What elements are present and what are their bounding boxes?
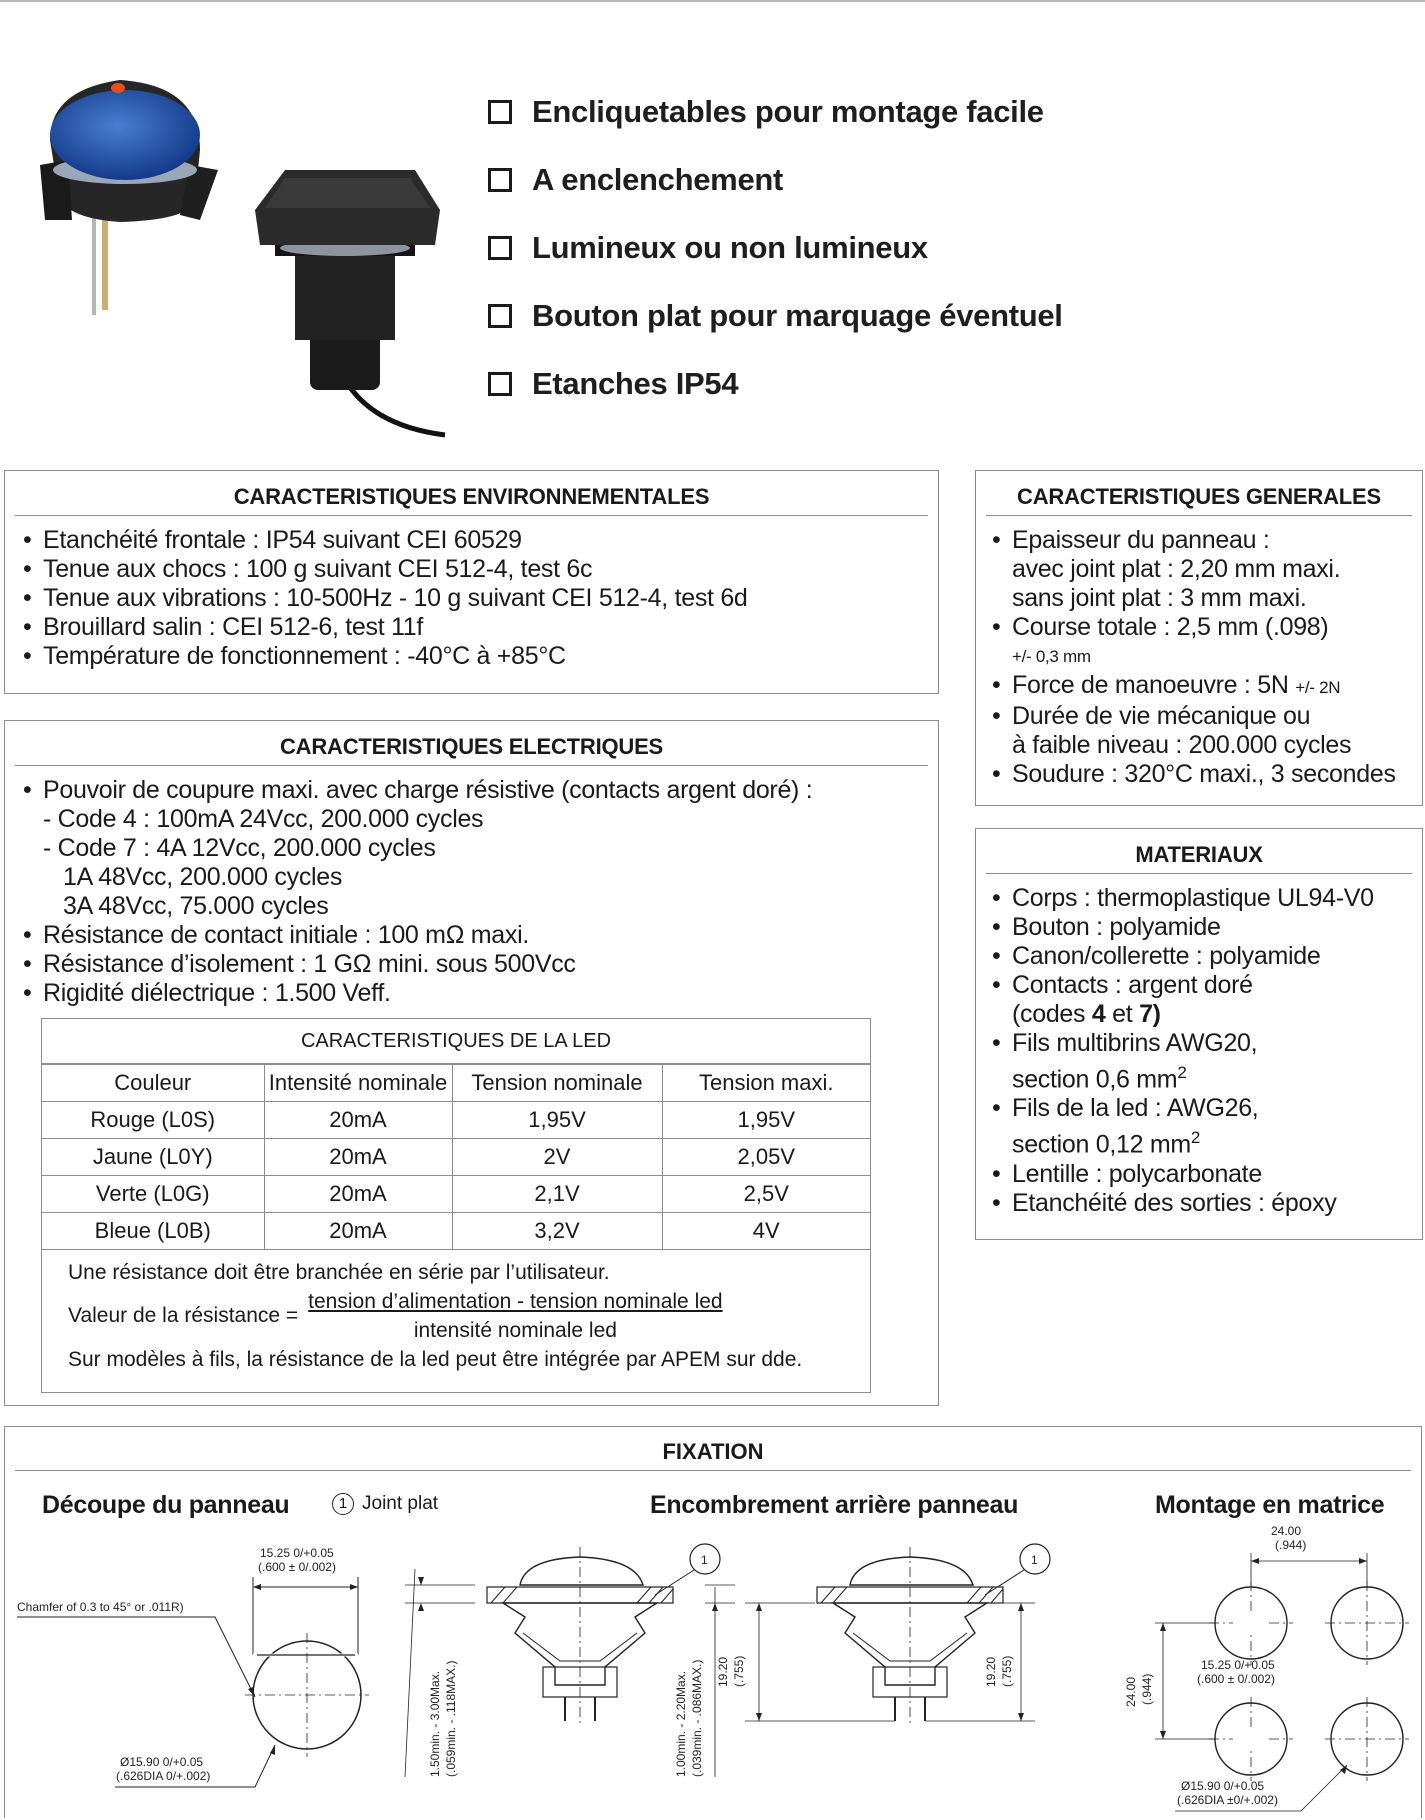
section-value: section 0,12 mm	[1012, 1130, 1191, 1159]
dim-rear-depth-in: (.755)	[732, 1655, 746, 1687]
env-specs-title: CARACTERISTIQUES ENVIRONNEMENTALES	[15, 471, 928, 516]
feature-item	[488, 146, 1063, 214]
product-photo-round-button	[40, 70, 220, 320]
force-tolerance: +/- 2N	[1295, 678, 1341, 697]
elec-specs-title: CARACTERISTIQUES ELECTRIQUES	[15, 721, 928, 766]
flat-gasket-legend	[332, 1493, 438, 1515]
general-spec-item	[1012, 671, 1422, 702]
dim-cutout-dia: Ø15.90 0/+0.05	[120, 1755, 204, 1769]
section-value: section 0,6 mm	[1012, 1065, 1178, 1094]
table-cell: Verte (L0G)	[42, 1176, 264, 1213]
code-7: 7)	[1139, 1000, 1161, 1028]
table-cell: 20mA	[264, 1139, 452, 1176]
env-specs-box	[4, 470, 939, 694]
feature-list	[488, 78, 1063, 418]
elec-spec-item: • Résistance de contact initiale : 100 mΩ maxi.	[43, 921, 938, 950]
callout-number-icon: 1	[332, 1493, 354, 1515]
table-cell: 4V	[662, 1213, 870, 1250]
led-table	[42, 1064, 870, 1250]
checkbox-icon	[488, 168, 512, 192]
table-cell: 20mA	[264, 1176, 452, 1213]
table-cell: Rouge (L0S)	[42, 1102, 264, 1139]
general-specs-title: CARACTERISTIQUES GENERALES	[986, 471, 1412, 516]
flat-gasket-label: Joint plat	[362, 1493, 439, 1514]
feature-label: Encliquetables pour montage facile	[532, 94, 1044, 129]
formula-denominator: intensité nominale led	[413, 1319, 617, 1342]
matrix-mounting-heading: Montage en matrice	[1155, 1491, 1385, 1519]
dim-panel-thickness-gasket: 1.00min. - 2.20Max.	[674, 1670, 688, 1777]
feature-item	[488, 214, 1063, 282]
material-item: • Fils de la led : AWG26,	[1012, 1094, 1422, 1123]
material-subitem	[1012, 1123, 1422, 1159]
table-row	[42, 1213, 870, 1250]
feature-label: Bouton plat pour marquage éventuel	[532, 298, 1063, 333]
feature-label: Etanches IP54	[532, 366, 739, 401]
material-subitem	[1012, 1058, 1422, 1094]
table-cell: 3,2V	[452, 1213, 662, 1250]
dim-matrix-pitch-in: (.944)	[1275, 1538, 1307, 1552]
env-specs-list	[5, 516, 938, 671]
dim-cutout-width: 15.25 0/+0.05	[260, 1546, 334, 1560]
dim-matrix-pitch-vertical-in: (.944)	[1140, 1673, 1154, 1705]
formula-numerator: tension d’alimentation - tension nominale led	[308, 1290, 723, 1313]
general-spec-item: • Epaisseur du panneau :	[1012, 526, 1422, 555]
led-table-title: CARACTERISTIQUES DE LA LED	[42, 1019, 870, 1064]
elec-spec-subitem: 1A 48Vcc, 200.000 cycles	[63, 863, 343, 891]
led-notes	[42, 1250, 870, 1374]
general-specs-list	[976, 516, 1422, 789]
feature-item	[488, 350, 1063, 418]
rear-view-without-gasket	[716, 1544, 1050, 1727]
elec-spec-item: • Pouvoir de coupure maxi. avec charge résistive (contacts argent doré) :	[43, 776, 938, 805]
dim-cutout-width-in: (.600 ± 0/.002)	[258, 1560, 336, 1574]
chamfer-note: Chamfer of 0.3 to 45° or .011R)	[17, 1600, 184, 1614]
feature-item	[488, 282, 1063, 350]
table-cell: Jaune (L0Y)	[42, 1139, 264, 1176]
top-rule	[0, 0, 1425, 2]
table-cell: 1,95V	[662, 1102, 870, 1139]
env-spec-item: • Brouillard salin : CEI 512-6, test 11f	[43, 613, 938, 642]
led-note: Une résistance doit être branchée en série par l’utilisateur.	[68, 1261, 610, 1284]
table-cell: 2,1V	[452, 1176, 662, 1213]
force-label: Force de manoeuvre : 5N	[1012, 671, 1289, 699]
rear-panel-heading: Encombrement arrière panneau	[650, 1491, 1019, 1519]
general-specs-box	[975, 470, 1423, 806]
dim-matrix-dia-in: (.626DIA ±0/+.002)	[1177, 1793, 1278, 1807]
dim-panel-thickness-in: (.059min. - .118MAX.)	[444, 1660, 458, 1777]
material-item: • Lentille : polycarbonate	[1012, 1160, 1422, 1189]
product-photo-square-button	[245, 170, 445, 440]
materials-box	[975, 828, 1423, 1240]
table-row	[42, 1139, 870, 1176]
feature-item	[488, 78, 1063, 146]
table-cell: 20mA	[264, 1102, 452, 1139]
dim-matrix-cutout: 15.25 0/+0.05	[1201, 1658, 1275, 1672]
material-item: • Fils multibrins AWG20,	[1012, 1029, 1422, 1058]
general-spec-item: • Course totale : 2,5 mm (.098)	[1012, 613, 1422, 642]
table-row	[42, 1102, 870, 1139]
fixation-box	[4, 1426, 1422, 1818]
table-cell: 2V	[452, 1139, 662, 1176]
material-item: • Etanchéité des sorties : époxy	[1012, 1189, 1422, 1218]
table-header-row	[42, 1065, 870, 1102]
column-header: Intensité nominale	[264, 1065, 452, 1102]
material-item: • Contacts : argent doré	[1012, 971, 1422, 1000]
dim-panel-thickness-gasket-in: (.039min. - .086MAX.)	[690, 1659, 704, 1777]
table-cell: 1,95V	[452, 1102, 662, 1139]
elec-spec-item: • Résistance d’isolement : 1 GΩ mini. sous 500Vcc	[43, 950, 938, 979]
elec-spec-item: • Rigidité diélectrique : 1.500 Veff.	[43, 979, 938, 1008]
panel-cutout-drawing	[5, 1537, 405, 1819]
codes-and: et	[1112, 1000, 1133, 1028]
material-subitem	[1012, 1000, 1422, 1029]
callout-number: 1	[1031, 1553, 1038, 1567]
material-item: • Canon/collerette : polyamide	[1012, 942, 1422, 971]
dim-rear-depth: 19.20	[716, 1656, 730, 1687]
superscript: 2	[1190, 1128, 1201, 1148]
code-4: 4	[1091, 1000, 1106, 1028]
general-spec-subitem: +/- 0,3 mm	[1012, 647, 1091, 666]
general-spec-item: • Durée de vie mécanique ou	[1012, 702, 1422, 731]
formula-fraction	[308, 1287, 722, 1345]
callout-number: 1	[701, 1553, 708, 1567]
env-spec-item: • Etanchéité frontale : IP54 suivant CEI 60529	[43, 526, 938, 555]
formula-label: Valeur de la résistance =	[68, 1304, 299, 1327]
rear-panel-drawing	[415, 1537, 1038, 1819]
materials-title: MATERIAUX	[986, 829, 1412, 874]
checkbox-icon	[488, 304, 512, 328]
material-item: • Corps : thermoplastique UL94-V0	[1012, 884, 1422, 913]
table-cell: 2,5V	[662, 1176, 870, 1213]
column-header: Tension nominale	[452, 1065, 662, 1102]
column-header: Tension maxi.	[662, 1065, 870, 1102]
dim-matrix-dia: Ø15.90 0/+0.05	[1181, 1779, 1265, 1793]
matrix-mounting-drawing	[1115, 1517, 1421, 1819]
env-spec-item: • Tenue aux chocs : 100 g suivant CEI 512-4, test 6c	[43, 555, 938, 584]
elec-spec-subitem: - Code 4 : 100mA 24Vcc, 200.000 cycles	[43, 805, 484, 833]
panel-cutout-heading: Découpe du panneau	[42, 1491, 290, 1519]
led-note: Sur modèles à fils, la résistance de la led peut être intégrée par APEM sur dde.	[68, 1348, 803, 1371]
dim-panel-thickness: 1.50min. - 3.00Max.	[428, 1670, 442, 1777]
dim-matrix-pitch-vertical: 24.00	[1124, 1676, 1138, 1707]
feature-label: Lumineux ou non lumineux	[532, 230, 928, 265]
elec-spec-subitem: 3A 48Vcc, 75.000 cycles	[63, 892, 329, 920]
feature-label: A enclenchement	[532, 162, 784, 197]
checkbox-icon	[488, 236, 512, 260]
fixation-title: FIXATION	[15, 1427, 1411, 1471]
dim-rear-depth: 19.20	[984, 1656, 998, 1687]
elec-spec-subitem: - Code 7 : 4A 12Vcc, 200.000 cycles	[43, 834, 436, 862]
checkbox-icon	[488, 372, 512, 396]
material-item: • Bouton : polyamide	[1012, 913, 1422, 942]
codes-label: (codes	[1012, 1000, 1086, 1028]
dim-rear-depth-in: (.755)	[1000, 1655, 1014, 1687]
resistance-formula	[68, 1287, 870, 1345]
general-spec-subitem: à faible niveau : 200.000 cycles	[1012, 731, 1352, 759]
superscript: 2	[1177, 1063, 1187, 1082]
table-cell: 20mA	[264, 1213, 452, 1250]
general-spec-subitem: sans joint plat : 3 mm maxi.	[1012, 584, 1307, 612]
env-spec-item: • Tenue aux vibrations : 10-500Hz - 10 g suivant CEI 512-4, test 6d	[43, 584, 938, 613]
dim-matrix-pitch: 24.00	[1271, 1524, 1302, 1538]
env-spec-item: • Température de fonctionnement : -40°C à +85°C	[43, 642, 938, 671]
general-spec-subitem: avec joint plat : 2,20 mm maxi.	[1012, 555, 1341, 583]
checkbox-icon	[488, 100, 512, 124]
column-header: Couleur	[42, 1065, 264, 1102]
general-spec-item: • Soudure : 320°C maxi., 3 secondes	[1012, 760, 1422, 789]
table-row	[42, 1176, 870, 1213]
materials-list	[976, 874, 1422, 1218]
rear-view-with-gasket	[405, 1544, 735, 1777]
elec-specs-list	[5, 766, 938, 1008]
table-cell: Bleue (L0B)	[42, 1213, 264, 1250]
dim-cutout-dia-in: (.626DIA 0/+.002)	[116, 1769, 211, 1783]
table-cell: 2,05V	[662, 1139, 870, 1176]
led-table-box	[41, 1018, 871, 1393]
dim-matrix-cutout-in: (.600 ± 0/.002)	[1197, 1672, 1275, 1686]
